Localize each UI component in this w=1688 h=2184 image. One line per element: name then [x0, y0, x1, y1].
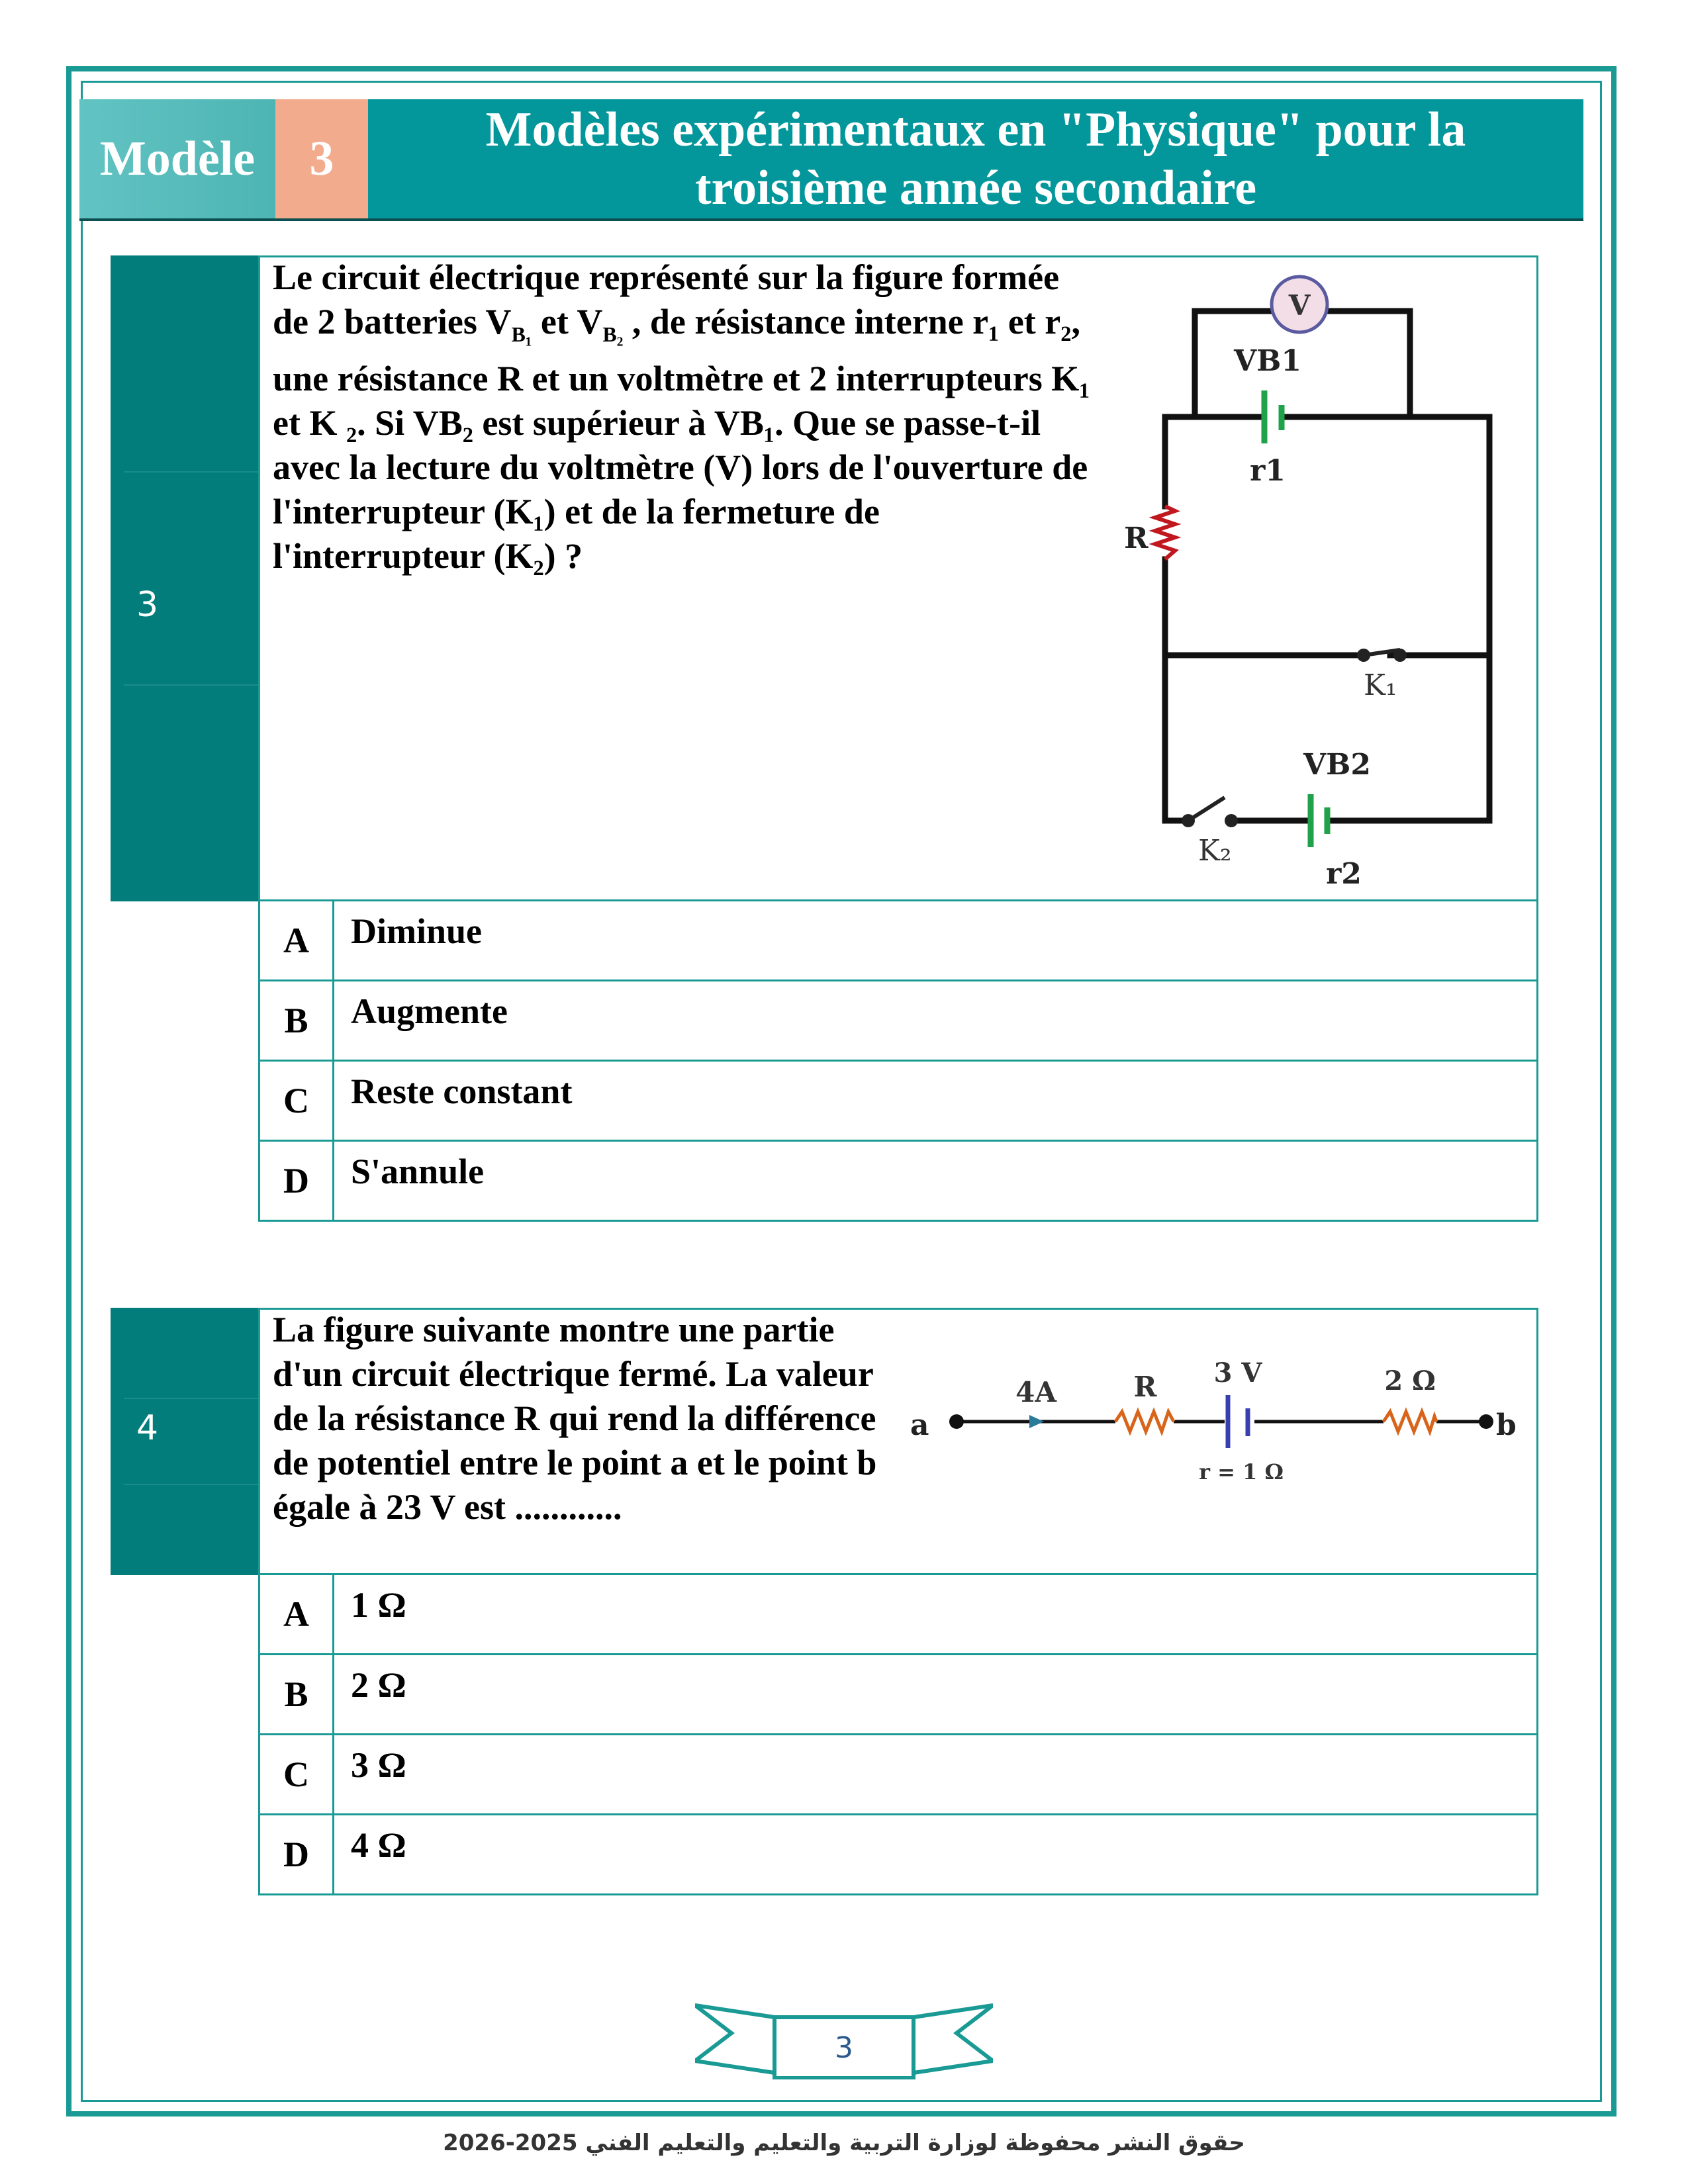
resistor-r-label: R [1133, 1371, 1157, 1403]
option-letter: C [260, 1735, 334, 1813]
battery-2-label: VB2 [1303, 748, 1371, 782]
question-4-option-d[interactable] [258, 1815, 1538, 1895]
option-text: 4 Ω [351, 1825, 406, 1865]
battery-1-icon [1264, 390, 1282, 443]
resistor-r-icon [1115, 1412, 1174, 1432]
battery-1-label: VB1 [1234, 344, 1301, 378]
battery-icon [1228, 1395, 1248, 1448]
question-3-sidebar-band [124, 471, 258, 686]
resistor-label: R [1124, 522, 1149, 555]
switch-2-label: K₂ [1198, 834, 1232, 868]
question-4-text: La figure suivante montre une partie d'un circuit électrique fermé. La valeur de la résistance R qui rend la différence de potentiel entre le point a et le point b égale à 23 V est ............ [273, 1310, 877, 1527]
switch-1-icon [1357, 649, 1407, 662]
point-a-label: a [910, 1408, 929, 1442]
question-4-circuit-figure [897, 1343, 1519, 1496]
option-text: Augmente [351, 991, 508, 1031]
question-3-option-c[interactable] [258, 1062, 1538, 1142]
header-title [368, 99, 1583, 218]
option-text: Diminue [351, 911, 483, 951]
point-b-dot [1479, 1414, 1493, 1429]
question-3-text: Le circuit électrique représenté sur la figure formée de 2 batteries $V_{B_1}$ et $V_{B_2}$ , de résistance interne r₁ et r₂, une résistance R et un voltmètre et 2 interrupteurs K₁ et K ₂. Si VB₂ est supérieur à VB₁. Que se passe-t-il avec la lecture du voltmètre (V) lors de l'ouverture de l'interrupteur (K₁) et de la fermeture de l'interrupteur (K₂) ? [273, 257, 1090, 576]
option-letter: A [260, 901, 334, 979]
model-number: 3 [309, 131, 334, 186]
option-text: 1 Ω [351, 1585, 406, 1625]
footer-copyright: حقوق النشر محفوظة لوزارة التربية والتعليم والتعليم الفني 2025-2026 [443, 2130, 1245, 2156]
header-title-line2: troisième année secondaire [694, 161, 1257, 215]
question-3-option-d[interactable] [258, 1142, 1538, 1222]
question-4-option-a[interactable] [258, 1575, 1538, 1655]
switch-2-icon [1182, 797, 1238, 827]
question-4-option-c[interactable] [258, 1735, 1538, 1815]
r2-label: r2 [1326, 857, 1362, 891]
option-letter: B [260, 1655, 334, 1733]
question-3-option-a[interactable] [258, 901, 1538, 981]
question-3-number: 3 [136, 585, 159, 625]
emf-label: 3 V [1213, 1357, 1262, 1388]
model-label: Modèle [99, 131, 256, 186]
page-number: 3 [835, 2030, 853, 2065]
point-b-label: b [1496, 1408, 1517, 1442]
internal-resistance-label: r = 1 Ω [1199, 1459, 1284, 1484]
option-letter: D [260, 1815, 334, 1893]
header-model-number [275, 99, 368, 218]
option-letter: D [260, 1142, 334, 1220]
point-a-dot [949, 1414, 964, 1429]
option-text: S'annule [351, 1152, 485, 1191]
r1-label: r1 [1250, 454, 1286, 488]
option-letter: A [260, 1575, 334, 1653]
resistor-2ohm-label: 2 Ω [1384, 1365, 1436, 1396]
current-arrow-icon [1029, 1415, 1044, 1428]
voltmeter-label: V [1288, 289, 1311, 322]
question-3-option-b[interactable] [258, 981, 1538, 1062]
option-text: Reste constant [351, 1071, 573, 1111]
option-letter: B [260, 981, 334, 1060]
resistor-icon [1155, 506, 1175, 559]
question-4-option-b[interactable] [258, 1655, 1538, 1735]
option-text: 3 Ω [351, 1745, 406, 1785]
switch-1-label: K₁ [1364, 668, 1397, 702]
header-title-line1: Modèles expérimentaux en "Physique" pour la [485, 103, 1466, 157]
question-4-number: 4 [136, 1408, 159, 1448]
resistor-2ohm-icon [1383, 1412, 1436, 1432]
header-underline [79, 218, 1583, 221]
question-3-circuit-figure [1099, 265, 1523, 900]
battery-2-icon [1311, 794, 1327, 847]
option-text: 2 Ω [351, 1665, 406, 1705]
option-letter: C [260, 1062, 334, 1140]
current-label: 4A [1015, 1376, 1056, 1408]
header-model-label [79, 99, 275, 218]
